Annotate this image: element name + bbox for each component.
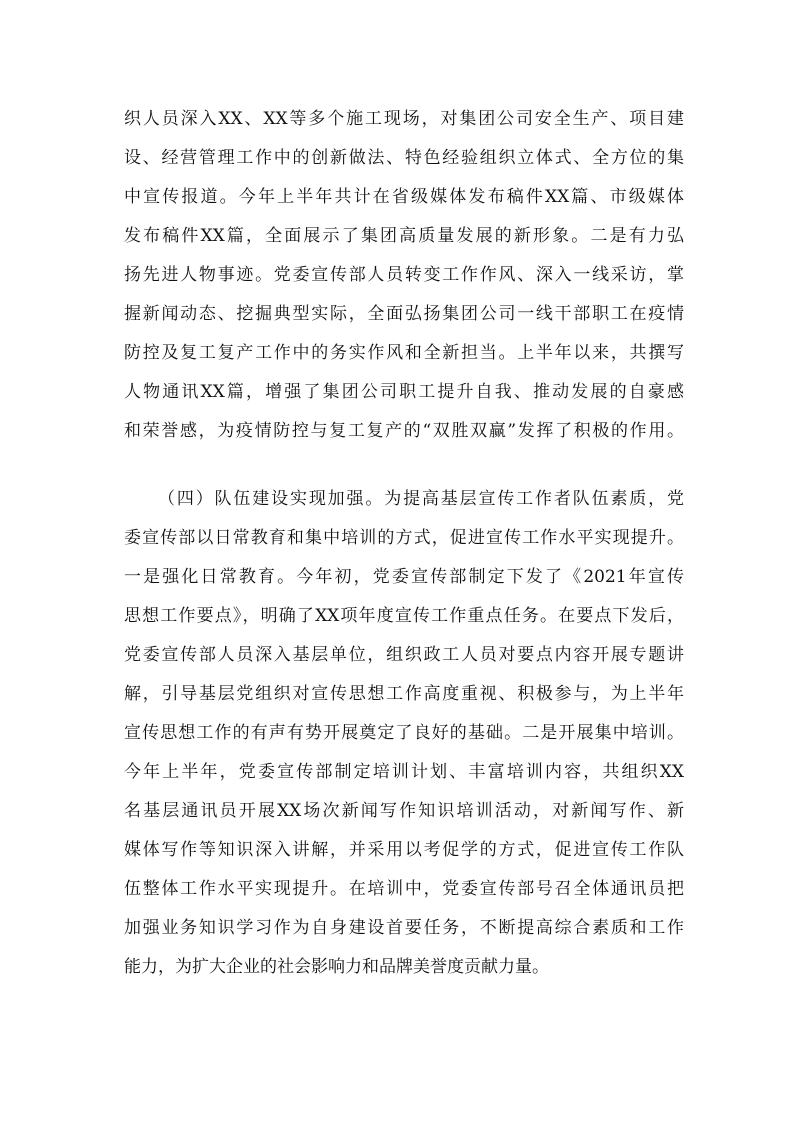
section-heading-line: （四）队伍建设实现加强。为提高基层宣传工作者队伍素质，党 — [158, 489, 684, 509]
paragraph-line: 设、经营管理工作中的创新做法、特色经验组织立体式、全方位的集 — [124, 148, 684, 168]
paragraph-line: 媒体写作等知识深入讲解，并采用以考促学的方式，促进宣传工作队 — [124, 840, 684, 860]
paragraph-line: 防控及复工复产工作中的务实作风和全新担当。上半年以来，共撰写 — [124, 343, 684, 363]
paragraph-line: 名基层通讯员开展XX场次新闻写作知识培训活动，对新闻写作、新 — [124, 801, 684, 821]
paragraph-line: 思想工作要点》，明确了XX项年度宣传工作重点任务。在要点下发后， — [124, 606, 684, 626]
paragraph-line: 今年上半年，党委宣传部制定培训计划、丰富培训内容，共组织XX — [124, 762, 684, 782]
paragraph-line: 委宣传部以日常教育和集中培训的方式，促进宣传工作水平实现提升。 — [124, 528, 684, 548]
paragraph-line: 织人员深入XX、XX等多个施工现场，对集团公司安全生产、项目建 — [124, 109, 684, 129]
paragraph-line: 人物通讯XX篇，增强了集团公司职工提升自我、推动发展的自豪感 — [124, 382, 684, 402]
paragraph-last-line: 能力，为扩大企业的社会影响力和品牌美誉度贡献力量。 — [124, 957, 549, 977]
paragraph-line: 中宣传报道。今年上半年共计在省级媒体发布稿件XX篇、市级媒体 — [124, 187, 684, 207]
paragraph-line: 解，引导基层党组织对宣传思想工作高度重视、积极参与，为上半年 — [124, 684, 684, 704]
paragraph-line: 发布稿件XX篇，全面展示了集团高质量发展的新形象。二是有力弘 — [124, 226, 684, 246]
paragraph-line: 握新闻动态、挖掘典型实际，全面弘扬集团公司一线干部职工在疫情 — [124, 304, 684, 324]
paragraph-line: 宣传思想工作的有声有势开展奠定了良好的基础。二是开展集中培训。 — [124, 723, 684, 743]
paragraph-line: 伍整体工作水平实现提升。在培训中，党委宣传部号召全体通讯员把 — [124, 879, 684, 899]
paragraph-line: 党委宣传部人员深入基层单位，组织政工人员对要点内容开展专题讲 — [124, 645, 684, 665]
paragraph-line: 一是强化日常教育。今年初，党委宣传部制定下发了《2021年宣传 — [124, 567, 684, 587]
paragraph-line: 扬先进人物事迹。党委宣传部人员转变工作作风、深入一线采访，掌 — [124, 265, 684, 285]
paragraph-line: 加强业务知识学习作为自身建设首要任务，不断提高综合素质和工作 — [124, 918, 684, 938]
paragraph-line: 和荣誉感，为疫情防控与复工复产的“双胜双赢”发挥了积极的作用。 — [124, 421, 684, 441]
